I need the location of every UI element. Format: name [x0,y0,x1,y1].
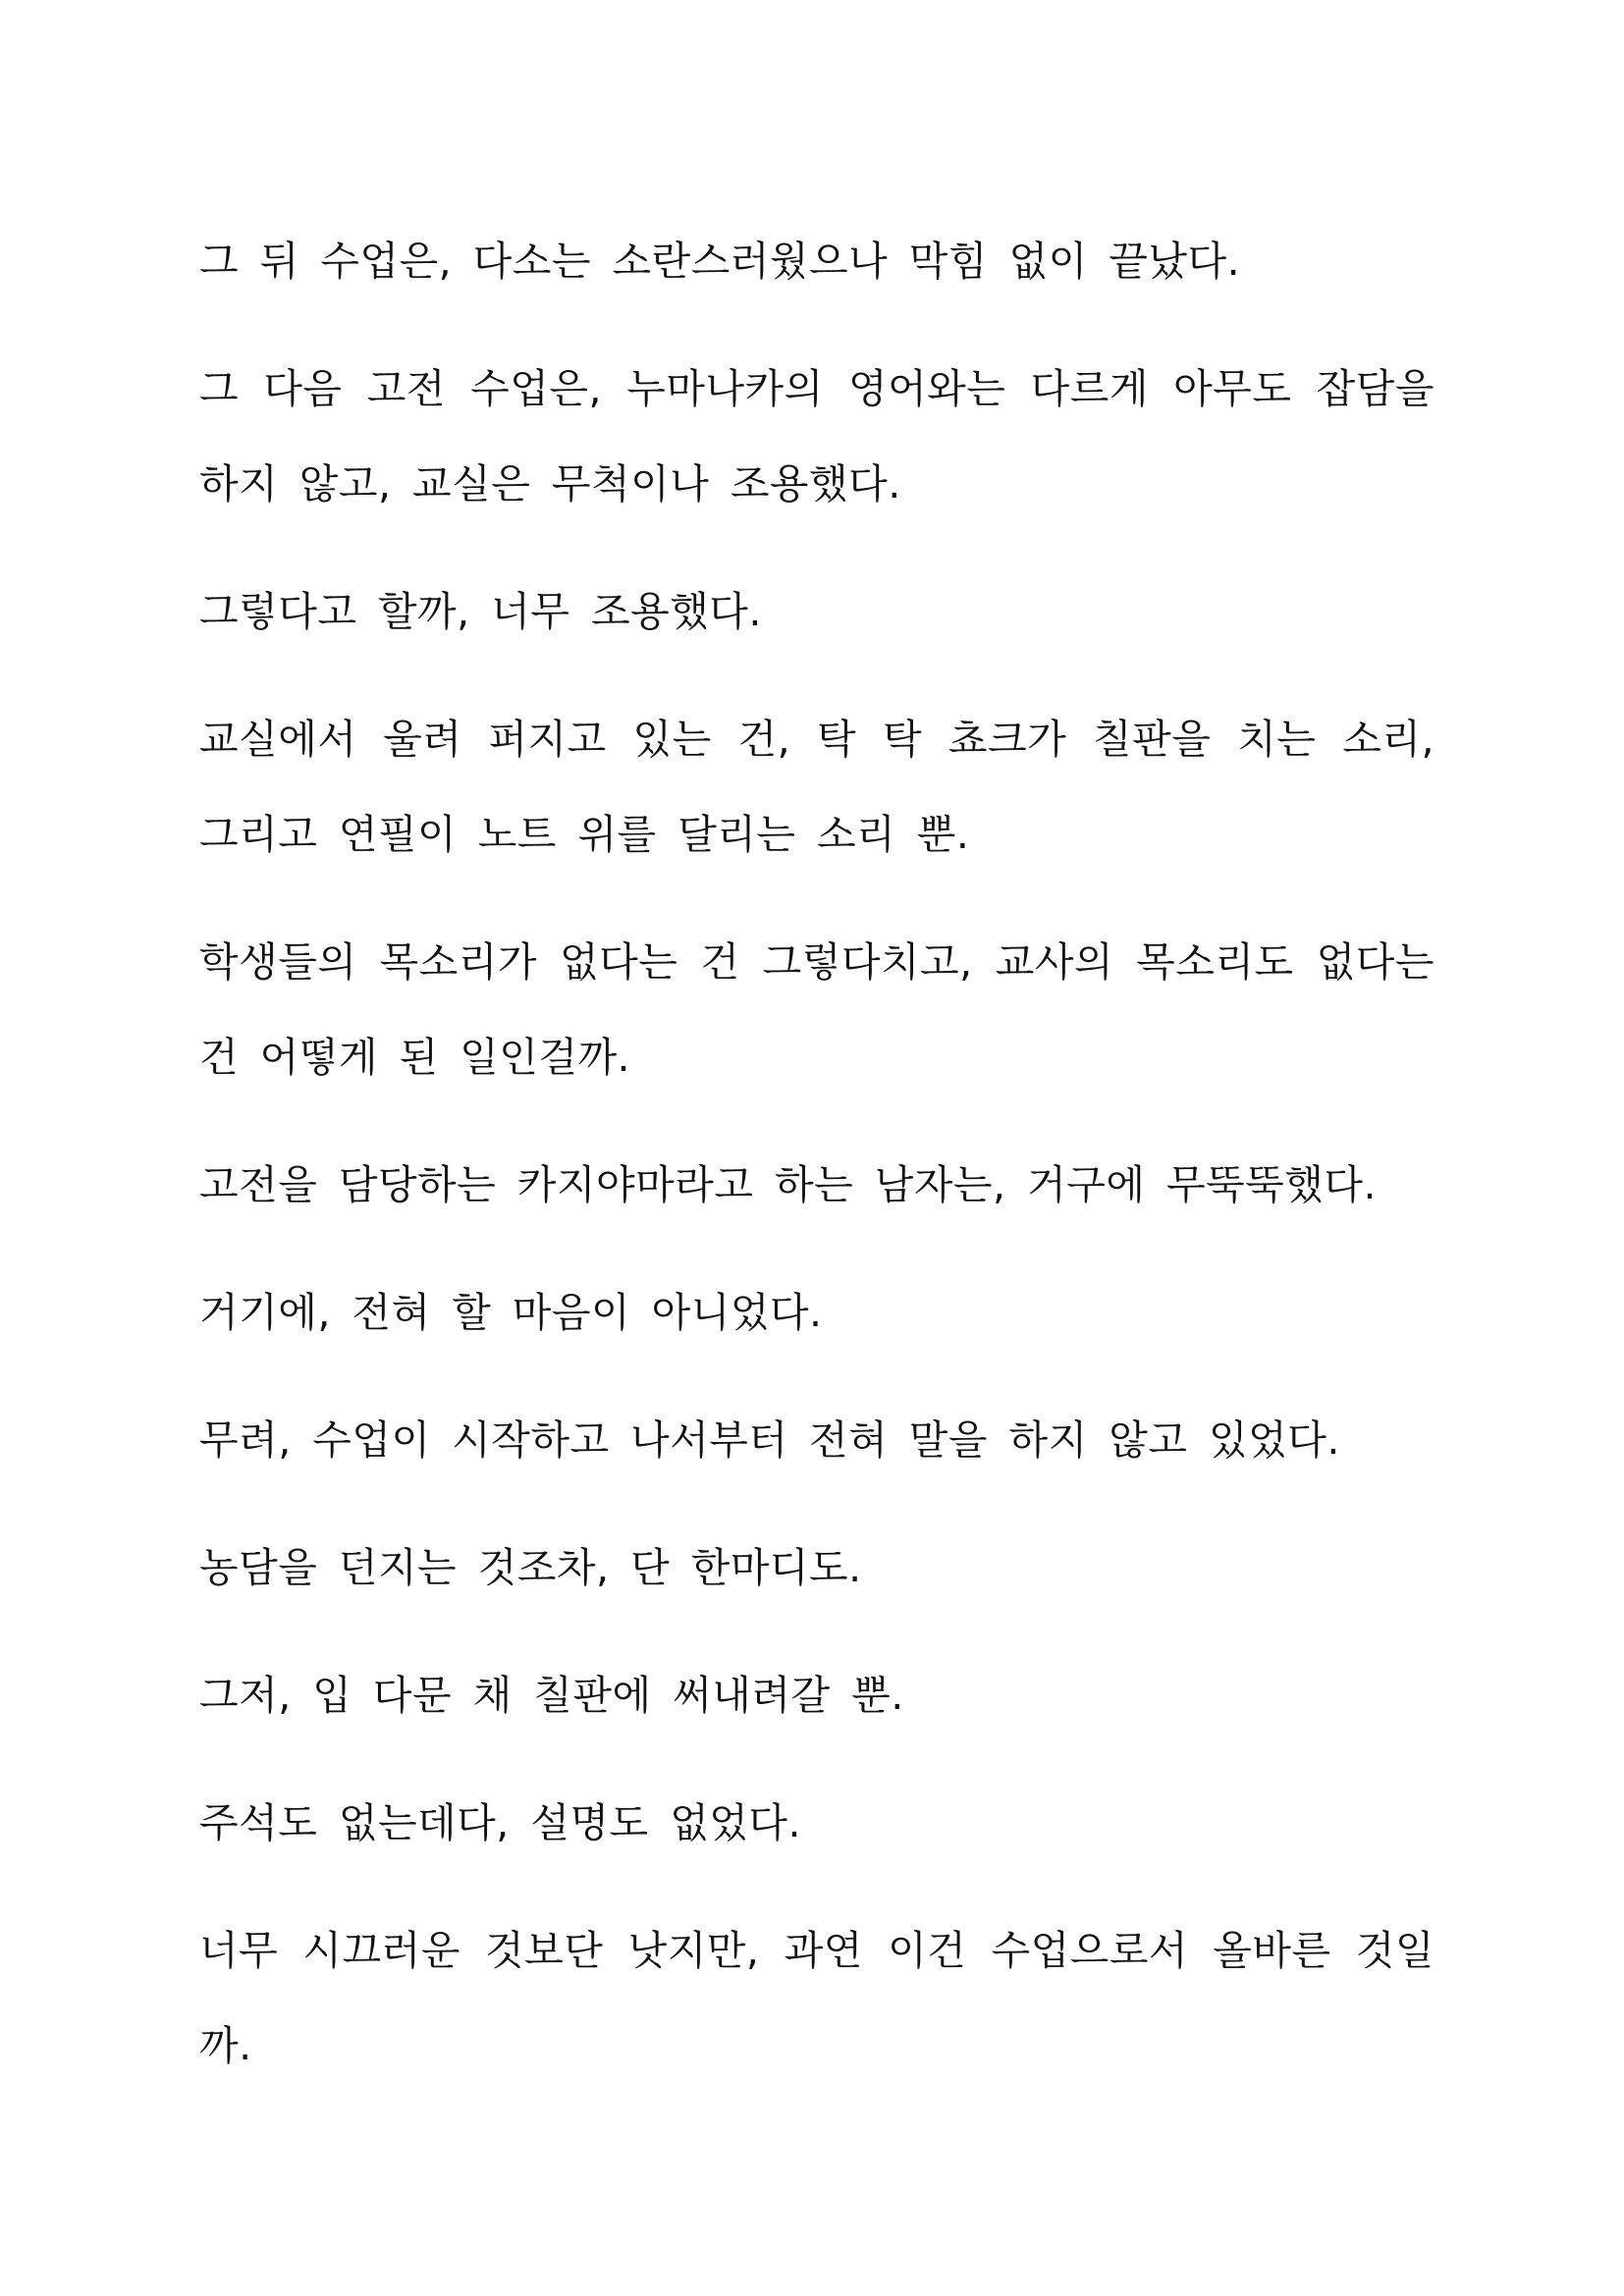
paragraph-6: 고전을 담당하는 카지야마라고 하는 남자는, 거구에 무뚝뚝했다. [199,1161,1378,1208]
paragraph-8: 무려, 수업이 시작하고 나서부터 전혀 말을 하지 않고 있었다. [199,1416,1340,1464]
paragraph-10: 그저, 입 다문 채 칠판에 써내려갈 뿐. [199,1672,904,1719]
paragraph-1: 그 뒤 수업은, 다소는 소란스러웠으나 막힘 없이 끝났다. [199,238,1241,285]
paragraph-7: 거기에, 전혀 할 마음이 아니었다. [199,1289,823,1336]
paragraph-3: 그렇다고 할까, 너무 조용했다. [199,588,762,635]
paragraph-11: 주석도 없는데다, 설명도 없었다. [199,1799,802,1846]
paragraph-2: 그 다음 고전 수업은, 누마나카의 영어와는 다르게 아무도 잡담을 하지 않고, 교실은 무척이나 조용했다. [199,365,1435,507]
paragraph-12: 너무 시끄러운 것보단 낫지만, 과연 이건 수업으로서 올바른 것일까. [199,1927,1435,2069]
body-text [199,214,1435,2126]
paragraph-5: 학생들의 목소리가 없다는 건 그렇다치고, 교사의 목소리도 없다는 건 어떻게 된 일인걸까. [199,938,1435,1081]
paragraph-4: 교실에서 울려 퍼지고 있는 건, 탁 탁 쵸크가 칠판을 치는 소리, 그리고 연필이 노트 위를 달리는 소리 뿐. [199,716,1435,858]
paragraph-9: 농담을 던지는 것조차, 단 한마디도. [199,1544,862,1591]
